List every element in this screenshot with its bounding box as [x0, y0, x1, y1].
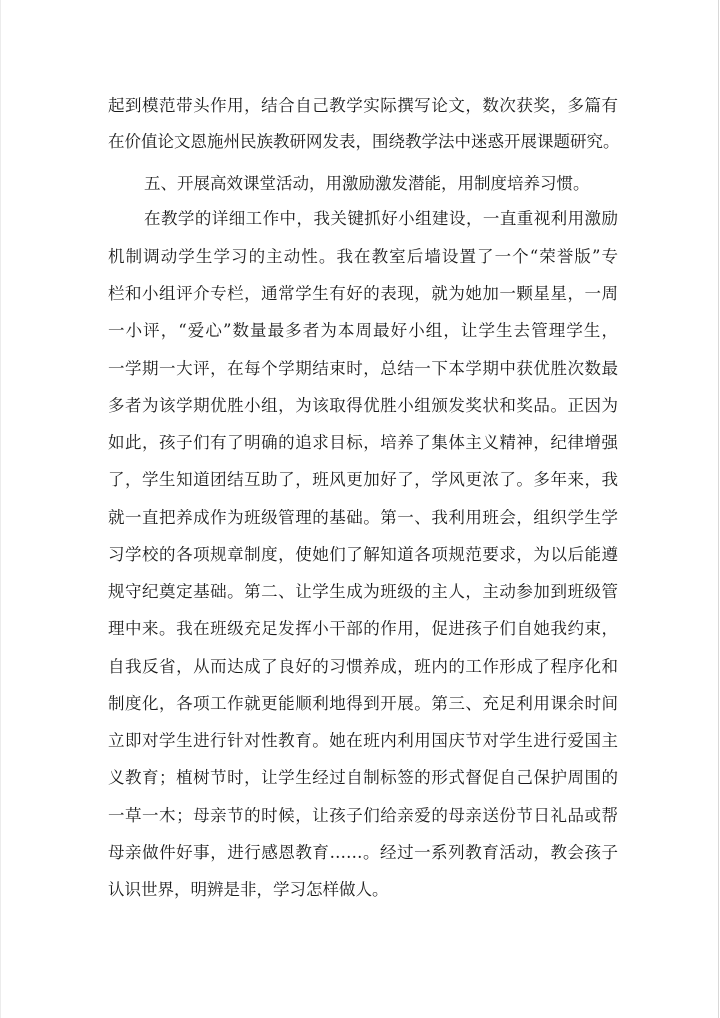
text-line: 在价值论文恩施州民族教研网发表，围绕教学法中迷惑开展课题研究。: [108, 132, 620, 151]
paragraph-first-line: 在教学的详细工作中，我关键抓好小组建设，一直重视利用激励: [144, 209, 618, 228]
text-line: 多者为该学期优胜小组，为该取得优胜小组颁发奖状和奖品。正因为: [108, 396, 618, 415]
text-line: 就一直把养成作为班级管理的基础。第一、我利用班会，组织学生学: [108, 508, 618, 527]
text-line: 母亲做件好事，进行感恩教育……。经过一系列教育活动，教会孩子: [108, 843, 618, 862]
text-line: 了，学生知道团结互助了，班风更加好了，学风更浓了。多年来，我: [108, 470, 618, 489]
text-line: 制度化，各项工作就更能顺利地得到开展。第三、充足利用课余时间: [108, 694, 618, 713]
text-line: 一草一木；母亲节的时候，让孩子们给亲爱的母亲送份节日礼品或帮: [108, 806, 618, 825]
text-line: 机制调动学生学习的主动性。我在教室后墙设置了一个“荣誉版”专: [108, 247, 618, 266]
text-line: 立即对学生进行针对性教育。她在班内利用国庆节对学生进行爱国主: [108, 731, 618, 750]
page-right-edge: [718, 0, 719, 1018]
text-line: 认识世界，明辨是非，学习怎样做人。: [108, 880, 389, 899]
text-line: 一小评，“爱心”数量最多者为本周最好小组，让学生去管理学生，: [108, 321, 618, 340]
section-heading: 五、开展高效课堂活动，用激励激发潜能，用制度培养习惯。: [144, 174, 590, 193]
text-line: 栏和小组评介专栏，通常学生有好的表现，就为她加一颗星星，一周: [108, 284, 618, 303]
text-line: 义教育；植树节时，让学生经过自制标签的形式督促自己保护周围的: [108, 768, 618, 787]
text-line: 起到模范带头作用，结合自己教学实际撰写论文，数次获奖，多篇有: [108, 96, 618, 115]
text-line: 一学期一大评，在每个学期结束时，总结一下本学期中获优胜次数最: [108, 359, 618, 378]
page-left-edge: [0, 0, 1, 1018]
text-line: 自我反省，从而达成了良好的习惯养成，班内的工作形成了程序化和: [108, 657, 618, 676]
text-line: 规守纪奠定基础。第二、让学生成为班级的主人，主动参加到班级管: [108, 582, 618, 601]
text-line: 理中来。我在班级充足发挥小干部的作用，促进孩子们自她我约束，: [108, 619, 618, 638]
text-line: 习学校的各项规章制度，使她们了解知道各项规范要求，为以后能遵: [108, 545, 618, 564]
text-line: 如此，孩子们有了明确的追求目标，培养了集体主义精神，纪律增强: [108, 433, 618, 452]
